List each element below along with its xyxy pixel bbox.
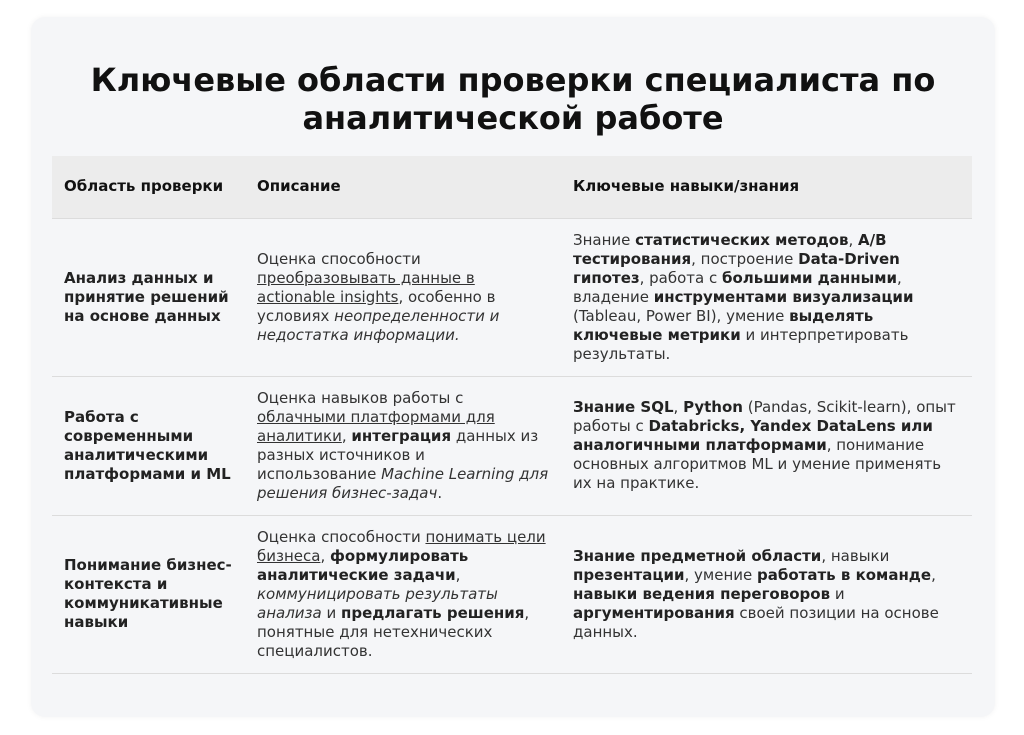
- text-segment: .: [437, 483, 443, 502]
- text-segment: статистических методов: [635, 230, 849, 249]
- text-segment: предлагать решения: [341, 603, 525, 622]
- description-cell: [245, 218, 561, 376]
- text-segment: ,: [673, 398, 684, 416]
- text-segment: , работа с: [639, 268, 722, 287]
- text-segment: Оценка навыков работы с: [257, 388, 464, 407]
- table-header: [52, 156, 972, 218]
- text-segment: , владение: [573, 268, 902, 306]
- skills-cell: [561, 515, 972, 673]
- text-segment: ,: [455, 565, 461, 584]
- assessment-table: [52, 156, 972, 674]
- header-row: [52, 156, 972, 218]
- area-cell: Работа с современными аналитическими платформами и ML: [52, 376, 245, 515]
- text-segment: Machine Learning для решения бизнес-задач: [257, 464, 549, 502]
- table-row: [52, 376, 972, 515]
- text-segment: , умение: [684, 565, 757, 584]
- text-segment: Оценка способности: [257, 527, 426, 546]
- text-segment: , особенно в условиях: [257, 287, 496, 325]
- text-segment: работать в команде: [757, 565, 932, 584]
- text-segment: выделять ключевые метрики: [573, 306, 874, 344]
- text-segment: и: [321, 603, 341, 622]
- text-segment: коммуницировать результаты анализа: [257, 584, 498, 622]
- text-segment: данных из разных источников и использование: [257, 426, 539, 483]
- text-segment: навыки ведения переговоров: [573, 584, 831, 603]
- skills-cell: [561, 218, 972, 376]
- description-cell: [245, 515, 561, 673]
- table-row: [52, 218, 972, 376]
- text-segment: ,: [931, 565, 936, 584]
- text-segment: , навыки: [821, 546, 890, 565]
- table-body: [52, 218, 972, 673]
- text-segment: Python: [683, 398, 743, 416]
- text-segment: формулировать аналитические задачи: [257, 546, 469, 584]
- page-title: Ключевые области проверки специалиста по аналитической работе: [90, 61, 936, 137]
- text-segment: инструментами визуализации: [653, 287, 914, 306]
- text-segment: презентации: [573, 565, 685, 584]
- text-segment: (Pandas, Scikit-learn), опыт работы с: [573, 398, 956, 435]
- table-row: [52, 515, 972, 673]
- text-segment: Data-Driven гипотез: [573, 249, 900, 287]
- text-segment: своей позиции на основе данных.: [573, 603, 939, 641]
- area-cell: Понимание бизнес-контекста и коммуникативные навыки: [52, 515, 245, 673]
- text-segment: большими данными: [722, 268, 897, 287]
- header-skills: Ключевые навыки/знания: [561, 156, 972, 218]
- text-segment: (Tableau, Power BI), умение: [573, 306, 790, 325]
- text-segment: понимать цели бизнеса: [257, 527, 546, 565]
- content-card: [31, 17, 995, 717]
- text-segment: Знание: [573, 230, 636, 249]
- header-area: Область проверки: [52, 156, 245, 218]
- skills-cell: [561, 376, 972, 515]
- text-segment: неопределенности и недостатка информации.: [257, 306, 500, 344]
- text-segment: Databricks, Yandex DataLens или аналогичными платформами: [573, 417, 933, 454]
- text-segment: , построение: [691, 249, 799, 268]
- description-cell: [245, 376, 561, 515]
- text-segment: , понятные для нетехнических специалистов.: [257, 603, 530, 660]
- text-segment: и интерпретировать результаты.: [573, 325, 909, 363]
- text-segment: и: [830, 584, 845, 603]
- text-segment: ,: [341, 426, 352, 445]
- text-segment: Знание SQL: [573, 398, 674, 416]
- text-segment: интеграция: [351, 426, 452, 445]
- area-cell: Анализ данных и принятие решений на основе данных: [52, 218, 245, 376]
- text-segment: преобразовывать данные в actionable insights: [257, 268, 475, 306]
- text-segment: Оценка способности: [257, 249, 421, 268]
- text-segment: аргументирования: [573, 603, 735, 622]
- text-segment: A/B тестирования: [573, 230, 887, 268]
- text-segment: облачными платформами для аналитики: [257, 407, 495, 445]
- text-segment: ,: [848, 230, 859, 249]
- header-description: Описание: [245, 156, 561, 218]
- text-segment: , понимание основных алгоритмов ML и умение применять их на практике.: [573, 436, 942, 492]
- text-segment: ,: [320, 546, 330, 565]
- text-segment: Знание предметной области: [573, 546, 822, 565]
